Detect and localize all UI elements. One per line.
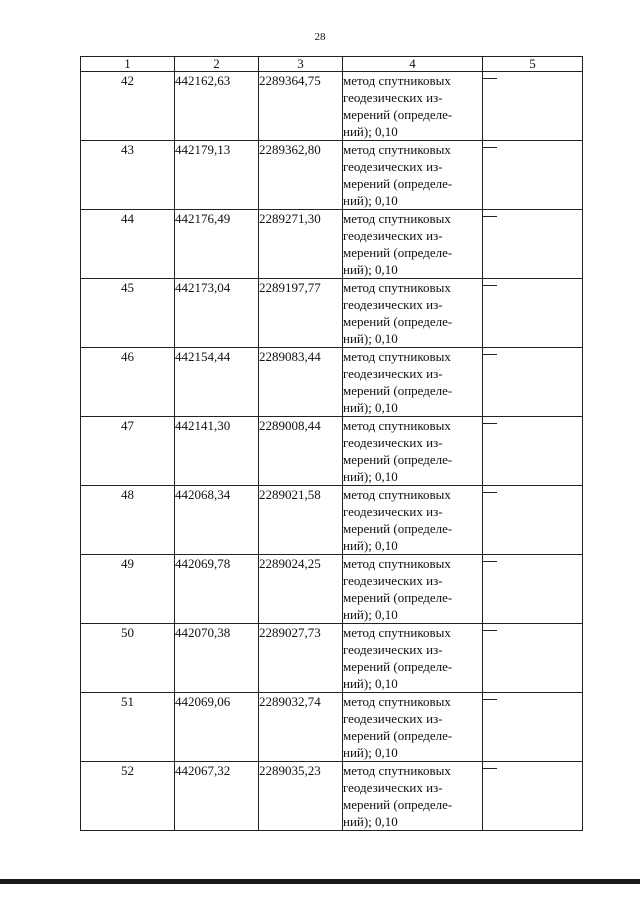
page-number: 28 <box>314 31 326 43</box>
method-line: мерений (определе- <box>343 659 453 674</box>
note-cell <box>483 210 583 279</box>
method-line: метод спутниковых <box>343 73 451 88</box>
point-number: 46 <box>81 348 175 417</box>
point-number: 50 <box>81 624 175 693</box>
table-row <box>81 72 583 141</box>
method-line: геодезических из- <box>343 228 443 243</box>
coordinate-x: 442176,49 <box>175 210 259 279</box>
method-cell <box>343 141 483 210</box>
dash-mark <box>483 423 497 424</box>
method-line: ний); 0,10 <box>343 607 398 622</box>
dash-mark <box>483 285 497 286</box>
method-line: геодезических из- <box>343 780 443 795</box>
dash-mark <box>483 147 497 148</box>
coordinate-y: 2289032,74 <box>259 693 343 762</box>
point-number: 49 <box>81 555 175 624</box>
method-line: ний); 0,10 <box>343 262 398 277</box>
coordinates-table <box>80 56 583 831</box>
table-row <box>81 417 583 486</box>
coordinate-y: 2289024,25 <box>259 555 343 624</box>
method-cell <box>343 417 483 486</box>
method-line: метод спутниковых <box>343 142 451 157</box>
method-line: метод спутниковых <box>343 280 451 295</box>
method-line: геодезических из- <box>343 711 443 726</box>
point-number: 51 <box>81 693 175 762</box>
note-cell <box>483 693 583 762</box>
note-cell <box>483 279 583 348</box>
point-number: 43 <box>81 141 175 210</box>
footer-rule <box>0 879 640 884</box>
method-cell <box>343 762 483 831</box>
column-header: 1 <box>81 57 175 72</box>
method-line: метод спутниковых <box>343 694 451 709</box>
note-cell <box>483 555 583 624</box>
coordinate-x: 442068,34 <box>175 486 259 555</box>
method-line: геодезических из- <box>343 366 443 381</box>
note-cell <box>483 624 583 693</box>
method-line: мерений (определе- <box>343 314 453 329</box>
method-line: метод спутниковых <box>343 487 451 502</box>
method-cell <box>343 555 483 624</box>
note-cell <box>483 417 583 486</box>
table-row <box>81 624 583 693</box>
method-line: геодезических из- <box>343 642 443 657</box>
method-line: метод спутниковых <box>343 556 451 571</box>
coordinate-y: 2289197,77 <box>259 279 343 348</box>
method-cell <box>343 486 483 555</box>
coordinate-y: 2289008,44 <box>259 417 343 486</box>
coordinate-y: 2289364,75 <box>259 72 343 141</box>
method-line: мерений (определе- <box>343 452 453 467</box>
method-cell <box>343 210 483 279</box>
method-line: геодезических из- <box>343 435 443 450</box>
coordinate-y: 2289035,23 <box>259 762 343 831</box>
method-line: геодезических из- <box>343 573 443 588</box>
point-number: 45 <box>81 279 175 348</box>
coordinate-y: 2289027,73 <box>259 624 343 693</box>
point-number: 44 <box>81 210 175 279</box>
table-header-row <box>81 57 583 72</box>
method-line: ний); 0,10 <box>343 124 398 139</box>
table-row <box>81 348 583 417</box>
method-cell <box>343 624 483 693</box>
dash-mark <box>483 492 497 493</box>
table-row <box>81 693 583 762</box>
note-cell <box>483 486 583 555</box>
method-cell <box>343 72 483 141</box>
method-line: ний); 0,10 <box>343 676 398 691</box>
method-cell <box>343 348 483 417</box>
coordinate-y: 2289021,58 <box>259 486 343 555</box>
coordinate-x: 442141,30 <box>175 417 259 486</box>
dash-mark <box>483 630 497 631</box>
coordinate-x: 442069,06 <box>175 693 259 762</box>
coordinate-x: 442070,38 <box>175 624 259 693</box>
method-cell <box>343 693 483 762</box>
coordinate-y: 2289362,80 <box>259 141 343 210</box>
table-row <box>81 141 583 210</box>
table-row <box>81 279 583 348</box>
method-line: мерений (определе- <box>343 245 453 260</box>
coordinate-x: 442162,63 <box>175 72 259 141</box>
coordinate-x: 442173,04 <box>175 279 259 348</box>
method-line: мерений (определе- <box>343 728 453 743</box>
coordinate-x: 442154,44 <box>175 348 259 417</box>
dash-mark <box>483 354 497 355</box>
dash-mark <box>483 768 497 769</box>
method-line: ний); 0,10 <box>343 331 398 346</box>
method-line: метод спутниковых <box>343 211 451 226</box>
method-line: мерений (определе- <box>343 797 453 812</box>
method-line: ний); 0,10 <box>343 538 398 553</box>
column-header: 4 <box>343 57 483 72</box>
point-number: 42 <box>81 72 175 141</box>
method-line: ний); 0,10 <box>343 469 398 484</box>
method-line: метод спутниковых <box>343 625 451 640</box>
note-cell <box>483 762 583 831</box>
column-header: 5 <box>483 57 583 72</box>
column-header: 2 <box>175 57 259 72</box>
table-row <box>81 762 583 831</box>
method-line: метод спутниковых <box>343 418 451 433</box>
method-line: геодезических из- <box>343 297 443 312</box>
dash-mark <box>483 216 497 217</box>
method-line: ний); 0,10 <box>343 400 398 415</box>
method-line: ний); 0,10 <box>343 745 398 760</box>
method-cell <box>343 279 483 348</box>
column-header: 3 <box>259 57 343 72</box>
method-line: метод спутниковых <box>343 349 451 364</box>
table-row <box>81 555 583 624</box>
point-number: 52 <box>81 762 175 831</box>
method-line: мерений (определе- <box>343 383 453 398</box>
coordinate-y: 2289083,44 <box>259 348 343 417</box>
dash-mark <box>483 561 497 562</box>
method-line: ний); 0,10 <box>343 193 398 208</box>
point-number: 47 <box>81 417 175 486</box>
method-line: мерений (определе- <box>343 590 453 605</box>
table-row <box>81 210 583 279</box>
method-line: ний); 0,10 <box>343 814 398 829</box>
method-line: метод спутниковых <box>343 763 451 778</box>
method-line: геодезических из- <box>343 159 443 174</box>
coordinate-x: 442067,32 <box>175 762 259 831</box>
note-cell <box>483 72 583 141</box>
table-row <box>81 486 583 555</box>
note-cell <box>483 141 583 210</box>
method-line: геодезических из- <box>343 504 443 519</box>
dash-mark <box>483 699 497 700</box>
coordinate-x: 442179,13 <box>175 141 259 210</box>
method-line: мерений (определе- <box>343 521 453 536</box>
dash-mark <box>483 78 497 79</box>
method-line: геодезических из- <box>343 90 443 105</box>
method-line: мерений (определе- <box>343 107 453 122</box>
point-number: 48 <box>81 486 175 555</box>
note-cell <box>483 348 583 417</box>
coordinate-x: 442069,78 <box>175 555 259 624</box>
method-line: мерений (определе- <box>343 176 453 191</box>
coordinate-y: 2289271,30 <box>259 210 343 279</box>
